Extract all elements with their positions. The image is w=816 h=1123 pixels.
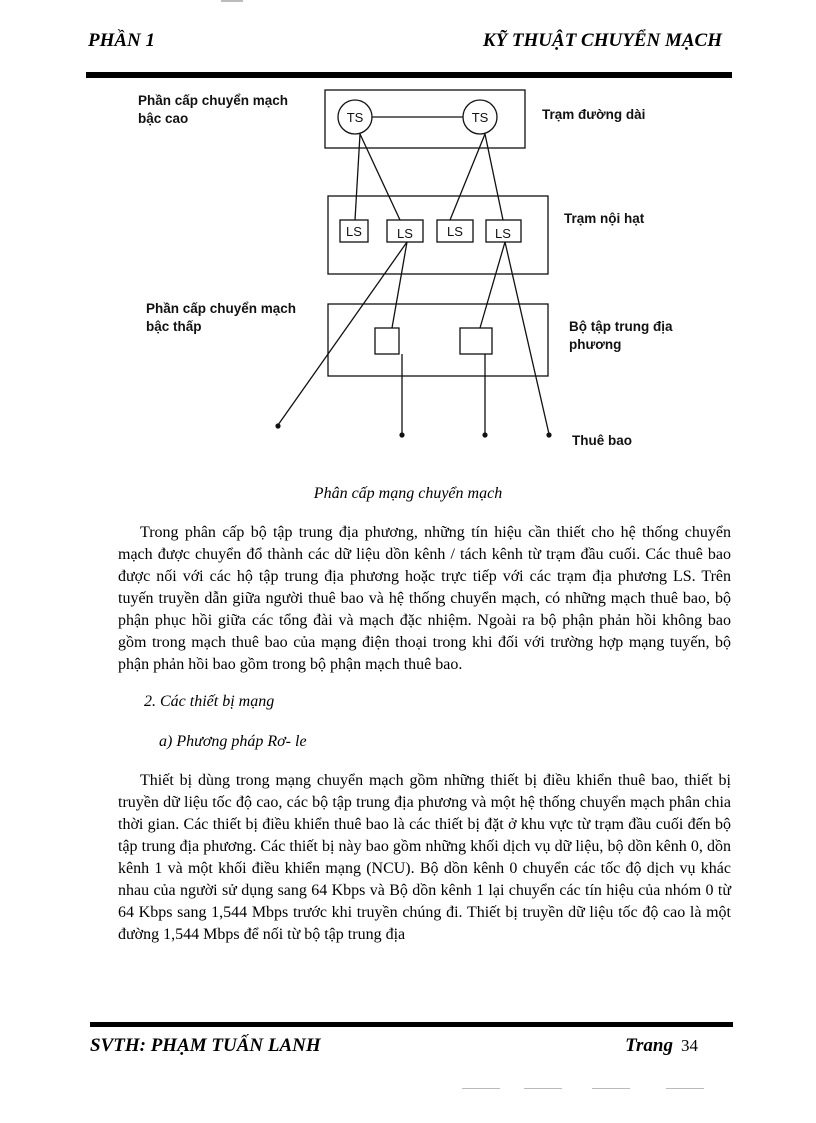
section-heading: 2. Các thiết bị mạng — [144, 693, 275, 710]
footer-page — [625, 1035, 698, 1057]
scan-dash-1 — [462, 1088, 500, 1089]
header-rule — [86, 72, 732, 78]
link-ts2-ls4 — [485, 134, 503, 220]
label-concentrator-line1: Bộ tập trung địa — [569, 319, 673, 334]
ls-label-3: LS — [447, 224, 463, 239]
link-ls4-concentrator — [480, 242, 505, 328]
link-ls4-subscriber-direct — [505, 242, 549, 434]
diagram-svg — [130, 82, 690, 462]
subsection-heading: a) Phương pháp Rơ- le — [159, 733, 307, 750]
label-local-station: Trạm nội hạt — [564, 211, 645, 226]
ts-label-1: TS — [346, 110, 364, 125]
scan-dash-2 — [524, 1088, 562, 1089]
local-concentrator-box — [328, 304, 548, 376]
ls-label-1: LS — [346, 224, 362, 239]
ts-label-2: TS — [471, 110, 489, 125]
label-low-level — [146, 300, 296, 336]
label-subscriber: Thuê bao — [572, 433, 632, 448]
footer-author: SVTH: PHẠM TUẤN LANH — [90, 1035, 321, 1056]
figure-caption: Phân cấp mạng chuyển mạch — [313, 485, 503, 502]
label-concentrator-line2: phương — [569, 337, 622, 352]
ls-label-4: LS — [495, 226, 511, 241]
subscriber-dot-4 — [546, 432, 551, 437]
header-part-label: PHẦN 1 — [88, 30, 156, 51]
paragraph-1: Trong phân cấp bộ tập trung địa phương, những tín hiệu cần thiết cho hệ thống chuyển mạch được chuyển đổ thành các dữ liệu dồn kênh / tách kênh từ trạm đầu cuối. Các thuê bao được nối với các hộ tập trung địa phương hoặc trực tiếp với các trạm địa phương LS. Trên tuyến truyền dẫn giữa người thuê bao và hệ thống chuyển mạch, có những mạch thuê bao, bộ phận phục hồi giữa các tổng đài và mạch đặc nhiệm. Ngoài ra bộ phận phản hồi không bao gồm trong mạch thuê bao của mạng điện thoại trong khi đối với trường hợp mạng tuyến, bộ phận phản hồi bao gồm trong bộ phận mạch thuê bao. — [118, 524, 731, 673]
link-ts1-ls2 — [360, 134, 400, 220]
scan-dash-4 — [666, 1088, 704, 1089]
label-low-level-line1: Phần cấp chuyển mạch — [146, 301, 297, 316]
concentrator-1 — [375, 328, 399, 354]
label-long-distance: Trạm đường dài — [542, 107, 646, 122]
subscriber-dot-1 — [275, 423, 280, 428]
ls-label-2: LS — [397, 226, 413, 241]
footer-rule — [90, 1022, 733, 1027]
link-ts2-ls3 — [450, 134, 485, 220]
paragraph-2: Thiết bị dùng trong mạng chuyển mạch gồm những thiết bị điều khiển thuê bao, thiết bị truyền dữ liệu tốc độ cao, các bộ tập trung địa phương và một hệ thống chuyển mạch phân chia thời gian. Các thiết bị điều khiển thuê bao là các thiết bị đặt ở khu vực từ trạm đầu cuối đến bộ tập trung địa phương. Các thiết bị này bao gồm những khối dịch vụ dữ liệu, bộ dồn kênh 0, dồn kênh 1 và một khối điều khiển mạng (NCU). Bộ dồn kênh 0 chuyển các tốc độ dịch vụ khác nhau của người sử dụng sang 64 Kbps và Bộ dồn kênh 1 lại chuyển các tín hiệu của nhóm 0 từ 64 Kbps sang 1,544 Mbps trước khi truyền chúng đi. Thiết bị truyền dữ liệu tốc độ cao là một đường 1,544 Mbps để nối từ bộ tập trung địa — [118, 772, 731, 943]
link-ls2-concentrator — [392, 242, 407, 328]
label-low-level-line2: bậc thấp — [146, 319, 202, 334]
subscriber-dot-3 — [482, 432, 487, 437]
link-ts1-ls1 — [355, 134, 360, 220]
label-high-level-line1: Phần cấp chuyển mạch — [138, 93, 289, 108]
scan-dash-3 — [592, 1088, 630, 1089]
concentrator-2 — [460, 328, 492, 354]
header-chapter-title: KỸ THUẬT CHUYỂN MẠCH — [482, 30, 722, 51]
page-label: Trang — [625, 1035, 673, 1056]
link-ls2-subscriber-direct — [278, 242, 407, 425]
label-high-level-line2: bậc cao — [138, 111, 189, 126]
label-high-level — [138, 92, 288, 128]
network-hierarchy-diagram — [130, 82, 690, 462]
label-local-concentrator — [569, 318, 673, 354]
subscriber-dot-2 — [399, 432, 404, 437]
scan-mark — [221, 0, 243, 2]
page-number: 34 — [681, 1036, 698, 1055]
